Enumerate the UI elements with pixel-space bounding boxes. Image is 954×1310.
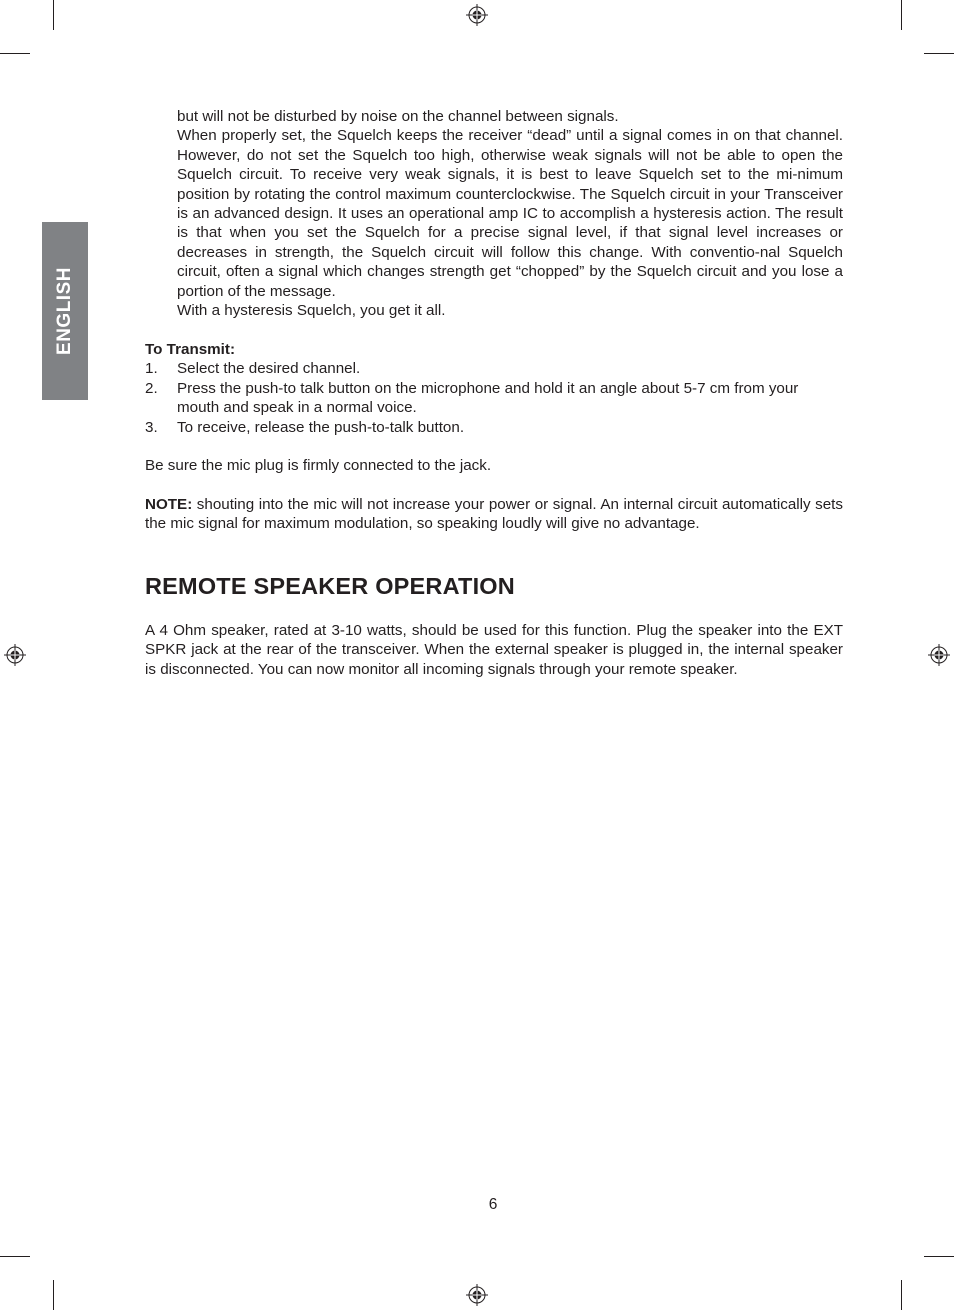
language-side-tab [42, 222, 88, 400]
squelch-paragraph-1: but will not be disturbed by noise on the channel between signals. [177, 108, 619, 125]
crop-mark-bottom-left-h [0, 1256, 30, 1257]
crop-mark-bottom-left-v [53, 1280, 54, 1310]
note-text: shouting into the mic will not increase your power or signal. An internal circuit automatically sets the mic signal for maximum modulation, so speaking loudly will give no advantage. [145, 496, 843, 533]
crop-mark-top-left-v [53, 0, 54, 30]
mic-plug-note: Be sure the mic plug is firmly connected to the jack. [145, 457, 492, 474]
crop-mark-top-left-h [0, 53, 30, 54]
list-item [145, 379, 843, 418]
crop-mark-top-right-v [901, 0, 902, 30]
registration-mark-right-icon [928, 644, 950, 666]
step-text: To receive, release the push-to-talk button. [177, 418, 465, 436]
step-text: Press the push-to talk button on the microphone and hold it an angle about 5-7 cm from your mouth and speak in a normal voice. [177, 379, 799, 417]
registration-mark-left-icon [4, 644, 26, 666]
crop-mark-top-right-h [924, 53, 954, 54]
step-number: 2. [145, 379, 158, 397]
step-text: Select the desired channel. [177, 360, 361, 378]
transmit-section [145, 340, 843, 437]
step-number: 3. [145, 418, 158, 436]
squelch-paragraph-2: When properly set, the Squelch keeps the receiver “dead” until a signal comes in on that channel. However, do not set the Squelch too high, otherwise weak signals will not be able to open the Squelch circuit. To receive very weak signals, it is best to leave Squelch set to the mi-nimum position by rotating the control maximum counterclockwise. The Squelch circuit in your Transceiver is an advanced design. It uses an operational amp IC to accomplish a hysteresis action. The result is that when you set the Squelch for a precise signal level, if that signal level increases or decreases in strength, the Squelch circuit will follow this change. With conventio-nal Squelch circuit, often a signal which changes strength get “chopped” by the Squelch circuit and you lose a portion of the message. [177, 127, 843, 300]
list-item [145, 359, 843, 378]
remote-speaker-heading: REMOTE SPEAKER OPERATION [145, 573, 515, 599]
crop-mark-bottom-right-h [924, 1256, 954, 1257]
crop-mark-bottom-right-v [901, 1280, 902, 1310]
transmit-heading: To Transmit: [145, 341, 236, 358]
registration-mark-top-icon [466, 4, 488, 26]
transmit-steps-list [145, 359, 843, 437]
note-paragraph [145, 495, 843, 534]
step-number: 1. [145, 360, 158, 378]
note-label: NOTE: [145, 496, 193, 513]
squelch-description [177, 107, 843, 320]
list-item [145, 418, 843, 437]
remote-speaker-paragraph: A 4 Ohm speaker, rated at 3-10 watts, should be used for this function. Plug the speaker into the EXT SPKR jack at the rear of the transceiver. When the external speaker is plugged in, the internal speaker is disconnected. You can now monitor all incoming signals through your remote speaker. [145, 622, 843, 678]
page-number: 6 [488, 1196, 498, 1213]
side-tab-label: ENGLISH [54, 267, 75, 355]
registration-mark-bottom-icon [466, 1284, 488, 1306]
squelch-paragraph-3: With a hysteresis Squelch, you get it all. [177, 302, 446, 320]
